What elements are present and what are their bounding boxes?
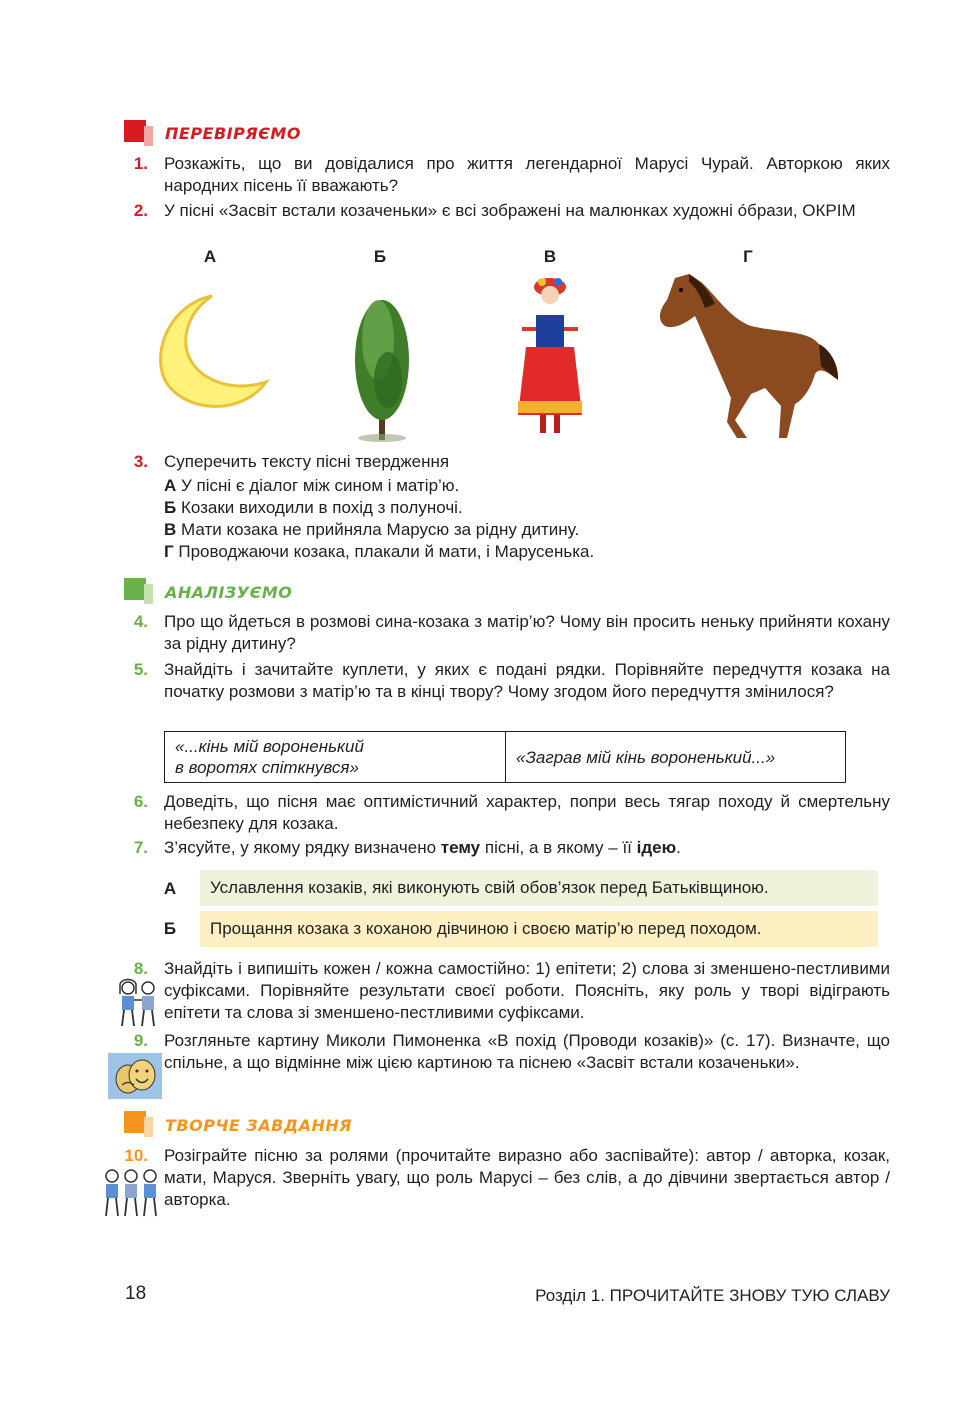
section-square-icon [124, 578, 146, 600]
answer-option: А У пісні є діалог між сином і матір’ю. [164, 476, 460, 495]
question-text: З’ясуйте, у якому рядку визначено тему пісні, а в якому – її ідею. [164, 838, 681, 857]
chapter-title: Розділ 1. ПРОЧИТАЙТЕ ЗНОВУ ТУЮ СЛАВУ [535, 1286, 890, 1305]
tree-icon [350, 270, 415, 442]
section-square-icon [124, 1111, 146, 1133]
theme-row-b: Прощання козака з коханою дівчиною і своєю матір’ю перед походом. [200, 911, 878, 947]
question-text: Знайдіть і випишіть кожен / кожна самостійно: 1) епітети; 2) слова зі зменшено-пестливими суфіксами. Порівняйте результати своєї роботи. Поясніть, яку роль у творі відіграють епітети та слова зі зменшено-пестливими суфіксами. [164, 959, 890, 1022]
question-text: Суперечить тексту пісні твердження [164, 452, 450, 471]
question-number: 4. [133, 612, 148, 631]
question-number: 2. [133, 201, 148, 220]
question-number: 3. [133, 452, 148, 471]
image-label: В [543, 247, 557, 266]
question-text: Про що йдеться в розмові сина-козака з матір’ю? Чому він просить неньку прийняти кохану за рідну дитину? [164, 612, 890, 653]
row-letter: А [163, 879, 177, 898]
section-square-shadow [144, 584, 153, 604]
group-work-icon [100, 1166, 162, 1218]
question-text: Знайдіть і зачитайте куплети, у яких є подані рядки. Порівняйте передчуття козака на початку розмови з матір’ю та в кінці твору? Чому згодом його передчуття змінилося? [164, 660, 890, 701]
girl-in-folk-costume-icon [512, 275, 588, 437]
image-label: Г [743, 247, 753, 266]
section-title-analyze: АНАЛІЗУЄМО [165, 583, 293, 602]
row-letter: Б [163, 919, 177, 938]
answer-option: Б Козаки виходили в похід з полуночі. [164, 498, 463, 517]
page-number: 18 [125, 1283, 147, 1304]
question-text: У пісні «Засвіт встали козаченьки» є всі зображені на малюнках художні óбрази, ОКРІМ [164, 201, 856, 220]
question-text: Розгляньте картину Миколи Пимоненка «В похід (Проводи козаків)» (с. 17). Визначте, що спільне, а що відмінне між цією картиною та піснею «Засвіт встали козаченьки». [164, 1031, 890, 1072]
answer-option: Г Проводжаючи козака, плакали й мати, і Марусенька. [164, 542, 595, 561]
pair-work-icon [112, 978, 162, 1028]
section-square-shadow [144, 126, 153, 146]
question-text: Доведіть, що пісня має оптимістичний характер, попри весь тягар походу й смертельну небезпеку для козака. [164, 792, 890, 833]
question-number: 5. [133, 660, 148, 679]
question-number: 1. [133, 154, 148, 173]
image-label: А [203, 247, 217, 266]
question-text: Розіграйте пісню за ролями (прочитайте виразно або заспівайте): автор / авторка, козак, мати, Маруся. Зверніть увагу, що роль Марусі – без слів, а до дівчини звертається автор / авторка. [164, 1146, 890, 1209]
question-number: 8. [133, 959, 148, 978]
image-label: Б [373, 247, 387, 266]
section-square-icon [124, 120, 146, 142]
section-title-check: ПЕРЕВІРЯЄМО [165, 124, 301, 143]
horse-icon [655, 270, 840, 442]
quote-cell-left: «...кінь мій вороненький в воротях спіткнувся» [165, 732, 506, 783]
question-number: 6. [133, 792, 148, 811]
theater-masks-icon [108, 1053, 162, 1099]
question-number: 9. [133, 1031, 148, 1050]
section-title-creative: ТВОРЧЕ ЗАВДАННЯ [165, 1116, 353, 1135]
answer-option: В Мати козака не прийняла Марусю за рідну дитину. [164, 520, 580, 539]
crescent-moon-icon [150, 290, 270, 415]
section-square-shadow [144, 1117, 153, 1137]
theme-row-a: Уславлення козаків, які виконують свій обов’язок перед Батьківщиною. [200, 870, 878, 906]
quotes-table [164, 731, 846, 783]
question-text: Розкажіть, що ви довідалися про життя легендарної Марусі Чурай. Авторкою яких народних пісень її вважають? [164, 154, 890, 195]
question-number: 10. [124, 1146, 148, 1165]
question-number: 7. [133, 838, 148, 857]
quote-cell-right: «Заграв мій кінь вороненький...» [506, 732, 846, 783]
